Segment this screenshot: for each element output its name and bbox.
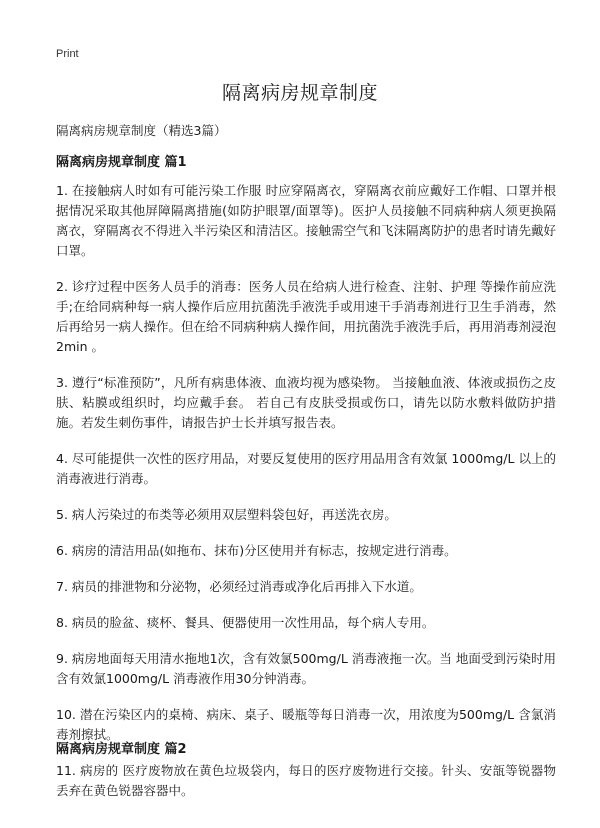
print-link[interactable]: Print [56, 48, 79, 60]
document-subtitle: 隔离病房规章制度（精选3篇） [56, 123, 227, 138]
paragraph-3: 3. 遵行“标准预防”，凡所有病患体液、血液均视为感染物。 当接触血液、体液或损伤之皮肤、粘膜或组织时，均应戴手套。 若自己有皮肤受损或伤口，请先以防水敷料做防护措施。若发生刺伤事件，请报告护士长并填写报告表。 [56, 375, 556, 430]
paragraph-2: 2. 诊疗过程中医务人员手的消毒：医务人员在给病人进行检查、注射、护理 等操作前应洗手;在给同病种每一病人操作后应用抗菌洗手液洗手或用速干手消毒剂进行卫生手消毒，然后再给另一病人操作。但在给不同病种病人操作间，用抗菌洗手液洗手后，再用消毒剂浸泡2min 。 [56, 279, 557, 354]
section-heading-2: 隔离病房规章制度 篇2 [56, 742, 187, 757]
paragraph-6: 6. 病房的清洁用品(如拖布、抹布)分区使用并有标志，按规定进行消毒。 [56, 543, 457, 558]
paragraph-11: 11. 病房的 医疗废物放在黄色垃圾袋内，每日的医疗废物进行交接。针头、安瓿等锐器物丢弃在黄色锐器容器中。 [56, 763, 556, 798]
section-heading-1: 隔离病房规章制度 篇1 [56, 155, 187, 170]
paragraph-8: 8. 病员的脸盆、痰杯、餐具、便器使用一次性用品，每个病人专用。 [56, 615, 435, 630]
paragraph-7: 7. 病员的排泄物和分泌物，必须经过消毒或净化后再排入下水道。 [56, 579, 422, 594]
paragraph-1: 1. 在接触病人时如有可能污染工作服 时应穿隔离衣，穿隔离衣前应戴好工作帽、口罩并根据情况采取其他屏障隔离措施(如防护眼罩/面罩等)。医护人员接触不同病种病人须更换隔离衣，穿隔离衣不得进入半污染区和清洁区。接触需空气和飞沫隔离防护的患者时请先戴好口罩。 [56, 183, 557, 258]
paragraph-9: 9. 病房地面每天用清水拖地1次，含有效氯500mg/L 消毒液拖一次。当 地面受到污染时用含有效氯1000mg/L 消毒液作用30分钟消毒。 [56, 651, 556, 686]
paragraph-4: 4. 尽可能提供一次性的医疗用品，对要反复使用的医疗用品用含有效氯 1000mg/L 以上的消毒液进行消毒。 [56, 451, 556, 486]
paragraph-5: 5. 病人污染过的布类等必须用双层塑料袋包好，再送洗衣房。 [56, 507, 397, 522]
section-1-content [56, 181, 556, 817]
paragraph-10: 10. 潜在污染区内的桌椅、病床、桌子、暖瓶等每日消毒一次，用浓度为500mg/L 含氯消毒剂擦拭。 [56, 707, 556, 742]
document-title: 隔离病房规章制度 [221, 82, 378, 104]
